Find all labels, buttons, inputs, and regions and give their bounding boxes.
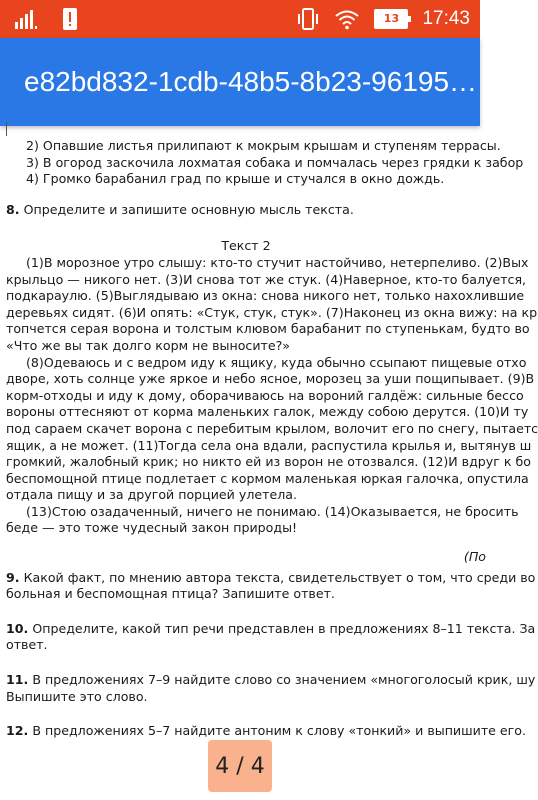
phone-vibrate-icon — [296, 7, 320, 31]
question-text: В предложениях 5–7 найдите антоним к слову «тонкий» и выпишите его. — [32, 723, 526, 739]
question-text: Определите и запишите основную мысль текста. — [23, 201, 354, 217]
app-bar — [0, 38, 480, 126]
text-line: беде — это тоже чудесный закон природы! — [6, 520, 298, 536]
text2-title: Текст 2 — [221, 238, 271, 254]
question-text: Определите, какой тип речи представлен в предложениях 8–11 текста. За — [32, 620, 536, 636]
text-line: под сараем скачет ворона с перебитым крылом, волочит его по снегу, пытаетс — [6, 420, 538, 436]
question-number: 11. — [6, 672, 29, 688]
text-line: (8)Одеваюсь и с ведром иду к ящику, куда обычно ссыпают пищевые отхо — [26, 354, 527, 370]
text-line: корм-отходы и иду к дому, оборачиваюсь на вороний галдёж: сильные бессо — [6, 387, 524, 403]
question-text: больная и беспомощная птица? Запишите ответ. — [6, 586, 335, 602]
question-12 — [6, 723, 526, 740]
signal-icon — [14, 8, 40, 30]
text-line: дворе, хоть солнце уже яркое и небо ясное, морозец за уши пощипывает. (9)В — [6, 371, 535, 387]
question-text: ответ. — [6, 637, 48, 653]
page-indicator: 4 / 4 — [208, 740, 272, 792]
list-item: 3) В огород заскочила лохматая собака и помчалась через грядки к забор — [26, 154, 524, 170]
question-number: 8. — [6, 201, 20, 217]
question-number: 12. — [6, 723, 29, 739]
text-line: крыльцо — никого нет. (3)И снова тот же стук. (4)Наверное, кто-то балуется, — [6, 271, 527, 287]
text-line: (1)В морозное утро слышу: кто-то стучит настойчиво, нетерпеливо. (2)Вых — [26, 254, 529, 270]
text-line: «Что же вы так долго корм не выносите?» — [6, 337, 290, 353]
text-line: вороны оттесняют от корма маленьких галок, между собою дерутся. (10)И ту — [6, 404, 529, 420]
question-number: 10. — [6, 620, 29, 636]
text-line: отдала пищу и за другой порцией улетела. — [6, 487, 297, 503]
list-item: 2) Опавшие листья прилипают к мокрым крышам и ступеням террасы. — [26, 138, 501, 153]
text-line: (13)Стою озадаченный, ничего не понимаю. (14)Оказывается, не бросить — [26, 503, 519, 519]
warning-icon — [62, 7, 78, 31]
question-text: Какой факт, по мнению автора текста, свидетельствует о том, что среди во — [23, 569, 536, 585]
battery-icon — [374, 9, 408, 29]
source-attribution: (По — [463, 549, 486, 565]
document-viewer[interactable] — [0, 126, 538, 800]
battery-level: 13 — [383, 12, 400, 25]
text-line: топчется серая ворона и толстым клювом барабанит по ступенькам, будто во — [6, 321, 530, 337]
list-item: 4) Громко барабанил град по крыше и стучался в окно дождь. — [26, 171, 445, 187]
text-line: ящик, а не может. (11)Тогда села она вдали, распустила крылья и, вытянув ш — [6, 437, 532, 453]
clock: 17:43 — [422, 8, 470, 29]
question-10 — [6, 620, 536, 638]
question-8 — [6, 202, 526, 219]
question-text: В предложениях 7–9 найдите слово со значением «многоголосый крик, шу — [32, 672, 536, 688]
question-11 — [6, 672, 536, 689]
document-title: e82bd832-1cdb-48b5-8b23-96195… — [24, 66, 478, 97]
question-text: Выпишите это слово. — [6, 688, 148, 704]
text-line: подкараулю. (5)Выглядываю из окна: снова никого нет, только нахохлившие — [6, 288, 525, 304]
question-9 — [6, 569, 536, 587]
text-line: громкий, жалобный крик; но никто ей из ворон не отозвался. (12)И вдруг к бо — [6, 454, 531, 470]
text-line: деревьях сидят. (6)И опять: «Стук, стук, стук». (7)Наконец из окна вижу: на кр — [6, 304, 538, 320]
wifi-icon — [334, 8, 360, 30]
status-bar — [0, 0, 480, 38]
document-page — [6, 138, 538, 740]
question-number: 9. — [6, 569, 20, 585]
text-line: беспомощной птице подлетает с кормом маленькая юркая галочка, опустила — [6, 470, 529, 486]
